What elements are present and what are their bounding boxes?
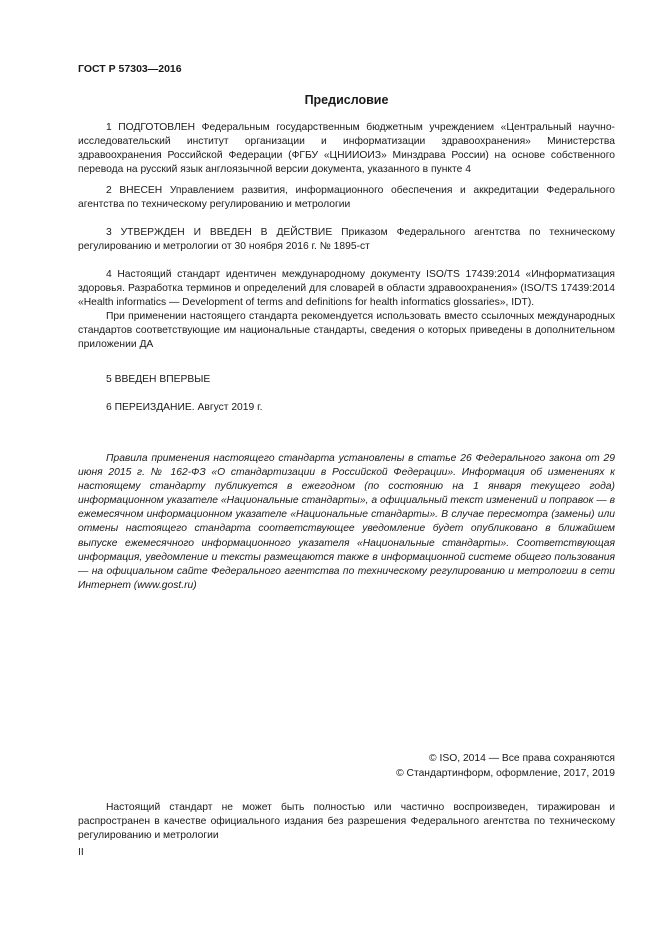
foreword-item-6-text: 6 ПЕРЕИЗДАНИЕ. Август 2019 г. (106, 402, 263, 413)
foreword-title: Предисловие (304, 93, 389, 107)
foreword-item-2 (78, 184, 615, 212)
copyright-block (396, 752, 615, 781)
application-rules-notice (78, 452, 615, 593)
foreword-item-5 (78, 373, 615, 387)
foreword-item-2-text: 2 ВНЕСЕН Управлением развития, информационного обеспечения и аккредитации Федерального агентства по техническому регулированию и метрологии (78, 185, 615, 211)
reproduction-notice-text: Настоящий стандарт не может быть полностью или частично воспроизведен, тиражирован и распространен в качестве официального издания без разрешения Федерального агентства по техническому регулированию и метрологии (78, 802, 615, 842)
application-rules-text: Правила применения настоящего стандарта установлены в статье 26 Федерального закона от 29 июня 2015 г. № 162-ФЗ «О стандартизации в Российской Федерации». Информация об изменениях к настоящему стандарту публикуется в ежегодном (по состоянию на 1 января текущего года) информационном указателе «Национальные стандарты», а официальный текст изменений и поправок — в ежемесячном информационном указателе «Национальные стандарты». В случае пересмотра (замены) или отмены настоящего стандарта соответствующее уведомление будет опубликовано в ближайшем выпуске ежемесячного информационного указателя «Национальные стандарты». Соответствующая информация, уведомление и тексты размещаются также в информационной системе общего пользования — на официальном сайте Федерального агентства по техническому регулированию и метрологии в сети Интернет (www.gost.ru) (78, 453, 615, 591)
foreword-item-1-text: 1 ПОДГОТОВЛЕН Федеральным государственным бюджетным учреждением «Центральный научно-исследовательский институт организации и информатизации здравоохранения» Министерства здравоохранения Российской Федерации (ФГБУ «ЦНИИОИЗ» Минздрава России) на основе собственного перевода на русский язык англоязычной версии документа, указанного в пункте 4 (78, 122, 615, 176)
foreword-item-3-text: 3 УТВЕРЖДЕН И ВВЕДЕН В ДЕЙСТВИЕ Приказом Федерального агентства по техническому регулированию и метрологии от 30 ноября 2016 г. № 1895-ст (78, 227, 615, 253)
copyright-standartinform: © Стандартинформ, оформление, 2017, 2019 (396, 767, 615, 779)
foreword-item-1 (78, 121, 615, 177)
foreword-item-6 (78, 401, 615, 415)
foreword-item-3 (78, 226, 615, 254)
foreword-item-5-text: 5 ВВЕДЕН ВПЕРВЫЕ (106, 374, 211, 385)
page-number: II (78, 847, 84, 858)
foreword-item-4-text: 4 Настоящий стандарт идентичен международному документу ISO/TS 17439:2014 «Информатизация здоровья. Разработка терминов и определений для словарей в области здравоохранения» (ISO/TS 17439:2014 «Health informatics — Development of terms and definitions for health informatics glossaries», IDT). (78, 269, 615, 309)
standard-code: ГОСТ Р 57303—2016 (78, 63, 182, 75)
copyright-iso: © ISO, 2014 — Все права сохраняются (429, 753, 615, 764)
foreword-item-4-note: При применении настоящего стандарта рекомендуется использовать вместо ссылочных международных стандартов соответствующие им национальные стандарты, сведения о которых приведены в дополнительном приложении ДА (78, 311, 615, 351)
reproduction-notice (78, 801, 615, 843)
foreword-item-4 (78, 268, 615, 353)
